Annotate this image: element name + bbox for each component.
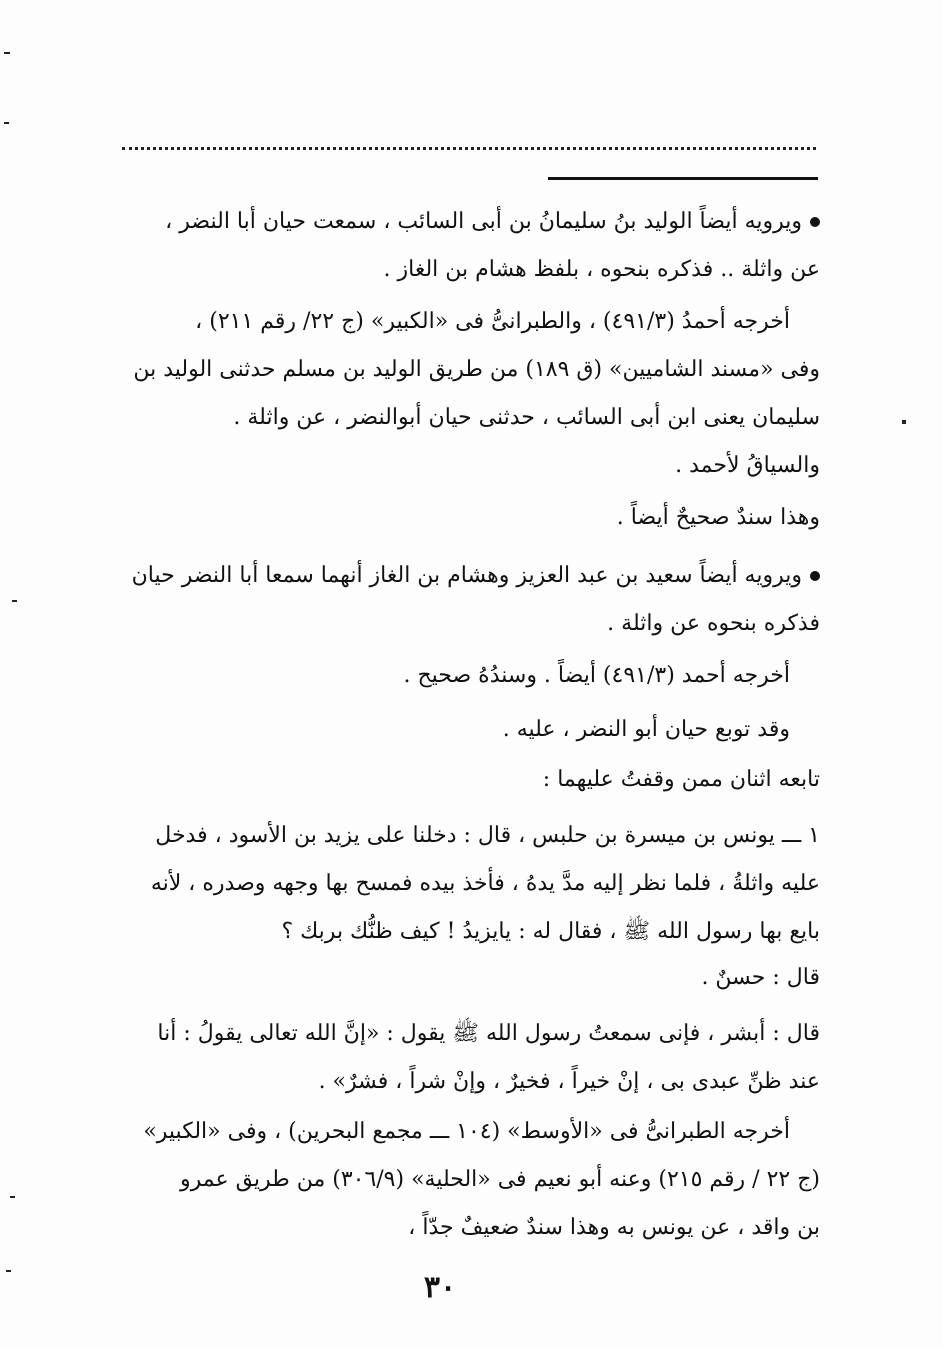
paragraph-2	[130, 298, 820, 490]
scan-speck	[902, 420, 906, 424]
text-line: سليمان يعنى ابن أبى السائب ، حدثنى حيان أبوالنضر ، عن واثلة .	[233, 405, 820, 430]
scan-speck	[12, 600, 17, 602]
text-line: قال : حسنٌ .	[701, 965, 820, 990]
paragraph-3	[130, 494, 820, 542]
line-text: ويرويه أيضاً الوليد بنُ سليمانُ بن أبى السائب ، سمعت حيان أبا النضر ،	[165, 209, 802, 234]
paragraph-6	[130, 706, 820, 754]
text-line: عند ظنِّ عبدى بى ، إنْ خيراً ، فخيرٌ ، وإنْ شراً ، فشرٌ» .	[318, 1069, 820, 1094]
text-line: والسياقُ لأحمد .	[675, 453, 820, 478]
bullet-icon	[810, 217, 820, 227]
bullet-icon	[810, 571, 820, 581]
text-line: وقد توبع حيان أبو النضر ، عليه .	[502, 717, 790, 742]
solid-separator	[548, 177, 818, 180]
text-line	[130, 552, 820, 600]
text-line: بايع بها رسول الله ﷺ ، فقال له : يايزيدُ ! كيف ظنُّك بربك ؟	[281, 919, 820, 944]
text-line: عن واثلة .. فذكره بنحوه ، بلفظ هشام بن الغاز .	[383, 257, 820, 282]
dotted-separator	[122, 147, 816, 150]
text-line: أخرجه أحمد (٤٩١/٣) أيضاً . وسندُهُ صحيح .	[403, 663, 790, 688]
text-line: تابعه اثنان ممن وقفتُ عليهما :	[542, 767, 820, 792]
text-line: فذكره بنحوه عن واثلة .	[607, 611, 820, 636]
text-line: قال : أبشر ، فإنى سمعتُ رسول الله ﷺ يقول : «إنَّ الله تعالى يقولُ : أنا	[157, 1021, 820, 1046]
paragraph-8	[130, 812, 820, 956]
text-line: ١ ـــ يونس بن ميسرة بن حلبس ، قال : دخلنا على يزيد بن الأسود ، فدخل	[155, 823, 820, 848]
paragraph-5	[130, 652, 820, 700]
text-line	[130, 198, 820, 246]
text-line: أخرجه الطبرانىُّ فى «الأوسط» (١٠٤ ـــ مجمع البحرين) ، وفى «الكبير»	[143, 1119, 790, 1144]
scan-speck	[10, 1196, 15, 1198]
text-line: بن واقد ، عن يونس به وهذا سندٌ ضعيفٌ جدّاً ،	[408, 1215, 820, 1240]
scan-speck	[6, 1270, 11, 1272]
paragraph-7	[130, 756, 820, 804]
text-line: أخرجه أحمدُ (٤٩١/٣) ، والطبرانىُّ فى «الكبير» (ج ٢٢/ رقم ٢١١) ،	[195, 309, 790, 334]
scan-speck	[4, 122, 9, 124]
text-line: (ج ٢٢ / رقم ٢١٥) وعنه أبو نعيم فى «الحلية» (٣٠٦/٩) من طريق عمرو	[179, 1167, 820, 1192]
page-number: ٣٠	[423, 1270, 457, 1305]
text-line: وفى «مسند الشاميين» (ق ١٨٩) من طريق الوليد بن مسلم حدثنى الوليد بن	[133, 357, 820, 382]
text-line: وهذا سندٌ صحيحٌ أيضاً .	[616, 505, 820, 530]
paragraph-4	[130, 552, 820, 648]
scan-speck	[4, 52, 10, 54]
text-line: عليه واثلةُ ، فلما نظر إليه مدَّ يدهُ ، فأخذ بيده فمسح بها وجهه وصدره ، لأنه	[150, 871, 820, 896]
paragraph-1	[130, 198, 820, 294]
paragraph-10	[130, 1010, 820, 1106]
line-text: ويرويه أيضاً سعيد بن عبد العزيز وهشام بن الغاز أنهما سمعا أبا النضر حيان	[131, 563, 802, 588]
paragraph-11	[130, 1108, 820, 1252]
paragraph-9	[130, 954, 820, 1002]
